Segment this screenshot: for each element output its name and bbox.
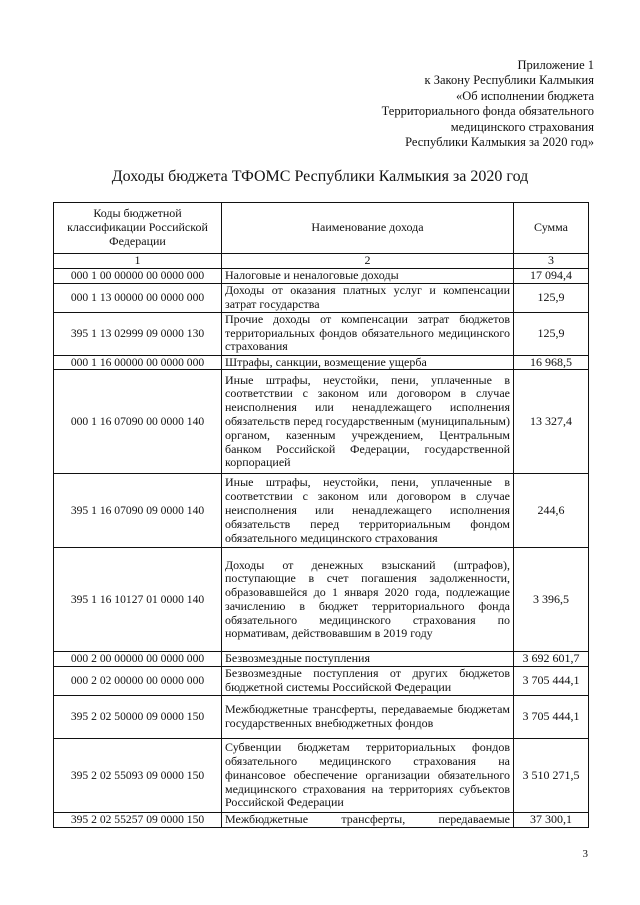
row-code: 395 2 02 55093 09 0000 150 xyxy=(54,739,222,813)
row-sum: 3 396,5 xyxy=(514,548,589,652)
table-row xyxy=(54,813,589,828)
table-row xyxy=(54,268,589,283)
row-name: Иные штрафы, неустойки, пени, уплаченные в соответствии с законом или договором в случае неисполнения или ненадлежащего исполнения обязательств перед государственным (муниципальным) органом, казенным учреждением, Центральным банком Российской Федерации, государственной корпорацией xyxy=(222,370,514,474)
row-name: Безвозмездные поступления xyxy=(222,652,514,667)
appendix-line: медицинского страхования xyxy=(450,119,594,134)
table-row xyxy=(54,474,589,548)
table-row xyxy=(54,739,589,813)
table-header-row xyxy=(54,203,589,254)
row-name: Штрафы, санкции, возмещение ущерба xyxy=(222,355,514,370)
row-code: 000 2 02 00000 00 0000 000 xyxy=(54,667,222,696)
appendix-line: к Закону Республики Калмыкия xyxy=(424,73,594,88)
table-row xyxy=(54,667,589,696)
table-row xyxy=(54,548,589,652)
table-row xyxy=(54,312,589,355)
row-sum: 13 327,4 xyxy=(514,370,589,474)
row-code: 395 2 02 50000 09 0000 150 xyxy=(54,696,222,739)
row-name: Иные штрафы, неустойки, пени, уплаченные в соответствии с законом или договором в случае неисполнения или ненадлежащего исполнения обязательств перед территориальным фондом обязательного медицинского страхования xyxy=(222,474,514,548)
header-code: Коды бюджетной классификации Российской Федерации xyxy=(54,203,222,254)
row-sum: 37 300,1 xyxy=(514,813,589,828)
table-row xyxy=(54,696,589,739)
row-sum: 244,6 xyxy=(514,474,589,548)
row-name: Доходы от денежных взысканий (штрафов), поступающие в счет погашения задолженности, образовавшейся до 1 января 2020 года, подлежащие зачислению в бюджет территориального фонда обязательного медицинского страхования по нормативам, действовавшим в 2019 году xyxy=(222,548,514,652)
table-row xyxy=(54,370,589,474)
row-code: 000 1 16 00000 00 0000 000 xyxy=(54,355,222,370)
row-code: 395 2 02 55257 09 0000 150 xyxy=(54,813,222,828)
row-sum: 3 692 601,7 xyxy=(514,652,589,667)
row-name: Субвенции бюджетам территориальных фондов обязательного медицинского страхования на финансовое обеспечение организации обязательного медицинского страхования на территориях субъектов Российской Федерации xyxy=(222,739,514,813)
row-sum: 3 705 444,1 xyxy=(514,667,589,696)
row-name: Межбюджетные трансферты, передаваемые xyxy=(222,813,514,828)
document-title: Доходы бюджета ТФОМС Республики Калмыкия за 2020 год xyxy=(111,168,529,185)
table-row xyxy=(54,355,589,370)
row-code: 000 1 13 00000 00 0000 000 xyxy=(54,283,222,312)
row-sum: 125,9 xyxy=(514,312,589,355)
row-name: Доходы от оказания платных услуг и компенсации затрат государства xyxy=(222,283,514,312)
row-code: 395 1 16 10127 01 0000 140 xyxy=(54,548,222,652)
appendix-line: Приложение 1 xyxy=(517,58,594,72)
income-table xyxy=(53,202,589,828)
row-sum: 17 094,4 xyxy=(514,268,589,283)
row-name: Прочие доходы от компенсации затрат бюджетов территориальных фондов обязательного медицинского страхования xyxy=(222,312,514,355)
appendix-line: Территориального фонда обязательного xyxy=(381,104,594,119)
table-row xyxy=(54,283,589,312)
header-name: Наименование дохода xyxy=(222,203,514,254)
column-number-row xyxy=(54,254,589,269)
row-code: 395 1 13 02999 09 0000 130 xyxy=(54,312,222,355)
header-sum: Сумма xyxy=(514,203,589,254)
appendix-block xyxy=(382,58,594,150)
appendix-line: Республики Калмыкия за 2020 год» xyxy=(405,135,594,150)
row-name: Межбюджетные трансферты, передаваемые бюджетам государственных внебюджетных фондов xyxy=(222,696,514,739)
page-number: 3 xyxy=(582,848,588,860)
row-code: 395 1 16 07090 09 0000 140 xyxy=(54,474,222,548)
row-name: Безвозмездные поступления от других бюджетов бюджетной системы Российской Федерации xyxy=(222,667,514,696)
row-code: 000 1 16 07090 00 0000 140 xyxy=(54,370,222,474)
row-sum: 125,9 xyxy=(514,283,589,312)
row-code: 000 2 00 00000 00 0000 000 xyxy=(54,652,222,667)
row-name: Налоговые и неналоговые доходы xyxy=(222,268,514,283)
column-number: 3 xyxy=(514,254,589,269)
row-sum: 3 705 444,1 xyxy=(514,696,589,739)
row-sum: 16 968,5 xyxy=(514,355,589,370)
appendix-line: «Об исполнении бюджета xyxy=(455,88,594,103)
table-row xyxy=(54,652,589,667)
row-code: 000 1 00 00000 00 0000 000 xyxy=(54,268,222,283)
column-number: 2 xyxy=(222,254,514,269)
column-number: 1 xyxy=(54,254,222,269)
row-sum: 3 510 271,5 xyxy=(514,739,589,813)
